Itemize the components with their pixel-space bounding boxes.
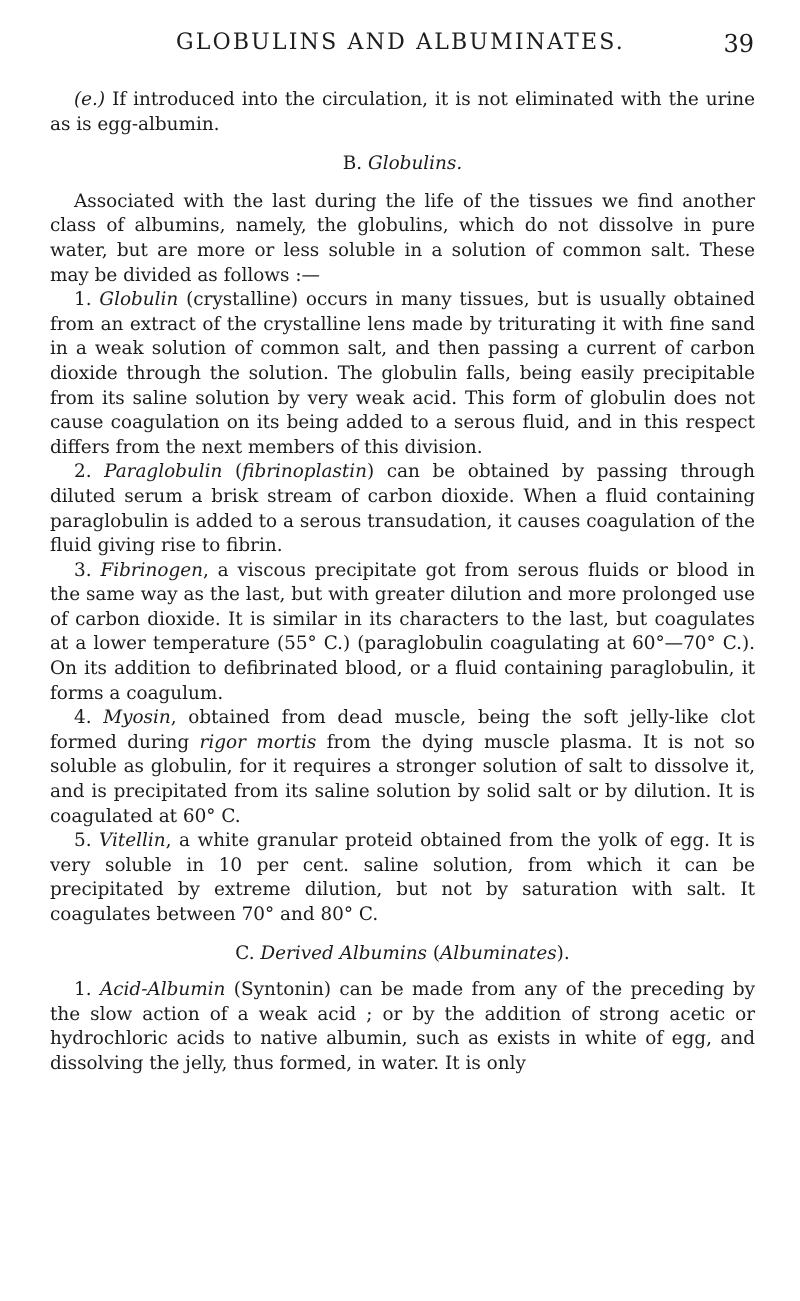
item-myosin-name: Myosin <box>103 707 171 729</box>
section-b-title: Globulins. <box>368 153 463 175</box>
item-acid-albumin-text: (Syntonin) can be made from any of the preceding by the slow action of a weak acid ; or by the addition of strong acetic or hydrochloric acids to native albumin, such as exists in white of egg, and dissolving the jelly, thus formed, in water. It is only <box>50 979 755 1074</box>
item-globulin-name: Globulin <box>99 289 179 311</box>
item-paraglobulin-open: ( <box>222 461 243 483</box>
item-myosin-text-b: from the dying muscle plasma. It is not so soluble as globulin, for it requires a stronger solution of salt to dissolve it, and is precipitated from its saline solution by solid salt or by dilution. It is coagulated at 60° C. <box>50 731 755 827</box>
item-globulin-num: 1. <box>74 289 92 311</box>
item-acid-albumin-num: 1. <box>74 979 92 1001</box>
section-c-title: Derived Albumins <box>260 942 427 964</box>
item-globulin-text: (crystalline) occurs in many tissues, but is usually obtained from an extract of the crystalline lens made by triturating it with fine sand in a weak solution of common salt, and then passing a current of carbon dioxide through the solution. The globulin falls, being easily precipitable from its saline solution by very weak acid. This form of globulin does not cause coagulation on its being added to a serous fluid, and in this respect differs from the next members of this division. <box>50 289 755 458</box>
item-vitellin-name: Vitellin <box>99 830 166 852</box>
body-text <box>50 88 755 1077</box>
item-vitellin-text: , a white granular proteid obtained from the yolk of egg. It is very soluble in 10 per cent. saline solution, from which it can be precipitated by extreme dilution, but not by saturation with salt. It coagulates between 70° and 80° C. <box>50 830 755 925</box>
item-myosin-text-a: , obtained from dead muscle, being the soft jelly-like clot formed during <box>50 707 755 753</box>
section-c-open: ( <box>427 942 441 964</box>
item-fibrinogen-name: Fibrinogen <box>100 559 203 581</box>
item-myosin-num: 4. <box>74 707 92 729</box>
page-number: 39 <box>723 30 754 58</box>
item-paraglobulin-num: 2. <box>74 461 92 483</box>
item-paraglobulin <box>50 460 755 558</box>
running-title: GLOBULINS AND ALBUMINATES. <box>176 30 625 55</box>
paragraph-e-text: If introduced into the circulation, it is not eliminated with the urine as is egg-albumin. <box>50 89 755 135</box>
item-myosin <box>50 706 755 829</box>
section-b-heading <box>50 152 755 177</box>
paragraph-e-label: (e.) <box>74 89 106 110</box>
item-fibrinogen-text: , a viscous precipitate got from serous fluids or blood in the same way as the last, but with greater dilution and more prolonged use of carbon dioxide. It is similar in its characters to the last, but coagulates at a lower temperature (55° C.) (paraglobulin coagulating at 60°—70° C.). On its addition to defibrinated blood, or a fluid containing paraglobulin, it forms a coagulum. <box>50 559 755 704</box>
item-globulin <box>50 288 755 460</box>
item-myosin-term: rigor mortis <box>199 731 317 753</box>
intro-paragraph: Associated with the last during the life of the tissues we find another class of albumins, namely, the globulins, which do not dissolve in pure water, but are more or less soluble in a solution of common salt. These may be divided as follows :— <box>50 190 755 286</box>
item-paraglobulin-name: Paraglobulin <box>104 461 223 483</box>
running-head <box>0 30 800 60</box>
section-c-heading <box>50 942 755 967</box>
section-c-letter: C. <box>235 942 255 964</box>
item-vitellin-num: 5. <box>74 830 92 852</box>
item-paraglobulin-text: ) can be obtained by passing through diluted serum a brisk stream of carbon dioxide. When a fluid containing paraglobulin is added to a serous transudation, it causes coagulation of the fluid giving rise to fibrin. <box>50 461 755 557</box>
item-paraglobulin-alt: fibrinoplastin <box>242 461 367 483</box>
section-b-letter: B. <box>342 153 363 175</box>
paragraph-e <box>50 88 755 137</box>
section-c-close: ). <box>556 942 570 964</box>
item-acid-albumin-name: Acid-Albumin <box>99 979 226 1001</box>
item-vitellin <box>50 829 755 927</box>
item-acid-albumin <box>50 978 755 1076</box>
section-c-alt: Albuminates <box>440 942 557 964</box>
item-fibrinogen-num: 3. <box>74 559 92 581</box>
item-fibrinogen <box>50 559 755 707</box>
